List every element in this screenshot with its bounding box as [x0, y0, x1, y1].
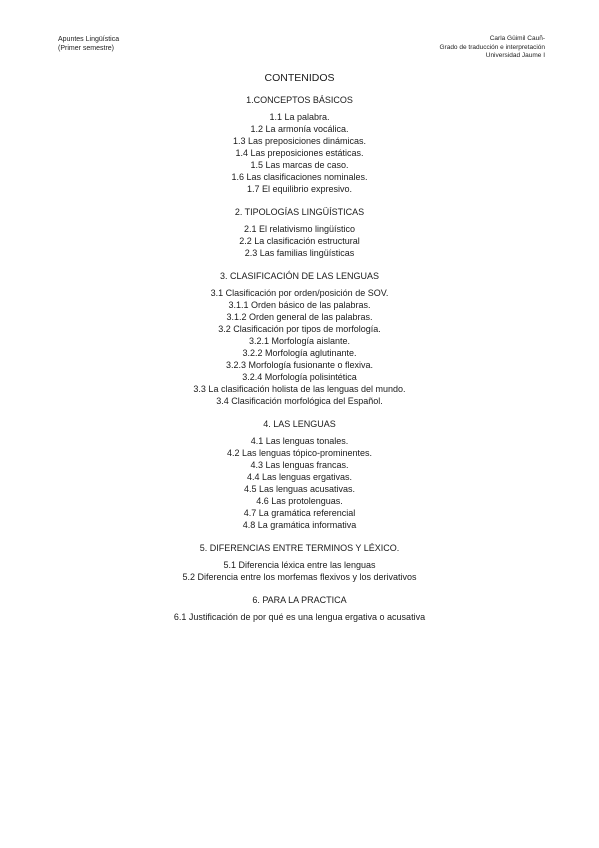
toc-item: 1.2 La armonía vocálica. [250, 124, 349, 134]
toc-item: 4.3 Las lenguas francas. [250, 460, 349, 470]
toc-item: 1.1 La palabra. [269, 112, 330, 122]
toc-item: 1.6 Las clasificaciones nominales. [231, 172, 368, 182]
toc-item: 1.5 Las marcas de caso. [250, 160, 349, 170]
section-1 [0, 94, 599, 195]
toc-item: 3.3 La clasificación holista de las lenguas del mundo. [193, 384, 406, 394]
toc-item: 4.6 Las protolenguas. [256, 496, 343, 506]
toc-item: 1.4 Las preposiciones estáticas. [235, 148, 364, 158]
toc-item: 1.3 Las preposiciones dinámicas. [232, 136, 367, 146]
section-title: 1.CONCEPTOS BÁSICOS [246, 95, 353, 105]
toc-item: 6.1 Justificación de por qué es una lengua ergativa o acusativa [173, 612, 426, 622]
toc-item: 3.2.2 Morfología aglutinante. [242, 348, 357, 358]
toc-item: 4.1 Las lenguas tonales. [250, 436, 349, 446]
toc-item: 4.5 Las lenguas acusativas. [243, 484, 356, 494]
header-left-line-1: Apuntes Lingüística [58, 36, 120, 43]
toc-item: 2.1 El relativismo lingüístico [243, 224, 356, 234]
toc-item: 3.2.4 Morfología polisintética [242, 372, 357, 382]
section-5 [0, 542, 599, 583]
toc-item: 1.7 El equilibrio expresivo. [246, 184, 353, 194]
header-right [439, 35, 545, 61]
section-title: 3. CLASIFICACIÓN DE LAS LENGUAS [219, 271, 380, 281]
toc-item: 3.1 Clasificación por orden/posición de SOV. [210, 288, 389, 298]
section-title: 5. DIFERENCIAS ENTRE TERMINOS Y LÉXICO. [199, 543, 400, 553]
section-4 [0, 418, 599, 531]
section-title: 4. LAS LENGUAS [263, 419, 336, 429]
table-of-contents [0, 71, 599, 634]
header-right-line-1: Carla Güimil Cauñ- [489, 35, 545, 42]
page-title: CONTENIDOS [264, 72, 335, 84]
section-6 [0, 594, 599, 623]
header-right-line-2: Grado de traducción e interpretación [439, 43, 545, 51]
header-left-line-2: (Primer semestre) [58, 45, 115, 52]
toc-item: 3.1.1 Orden básico de las palabras. [228, 300, 371, 310]
toc-item: 3.4 Clasificación morfológica del Español. [216, 396, 383, 406]
toc-item: 5.2 Diferencia entre los morfemas flexivos y los derivativos [182, 572, 417, 582]
toc-item: 3.1.2 Orden general de las palabras. [226, 312, 373, 322]
toc-item: 4.7 La gramática referencial [243, 508, 356, 518]
toc-item: 5.1 Diferencia léxica entre las lenguas [223, 560, 376, 570]
section-3 [0, 270, 599, 407]
section-2 [0, 206, 599, 259]
toc-item: 3.2 Clasificación por tipos de morfología. [218, 324, 381, 334]
header-right-line-3: Universidad Jaume I [485, 52, 545, 59]
section-title: 2. TIPOLOGÍAS LINGÜÍSTICAS [234, 207, 365, 217]
toc-item: 4.4 Las lenguas ergativas. [246, 472, 353, 482]
toc-item: 2.2 La clasificación estructural [239, 236, 360, 246]
section-title: 6. PARA LA PRACTICA [252, 595, 347, 605]
toc-item: 4.2 Las lenguas tópico-prominentes. [226, 448, 373, 458]
header-left [58, 35, 119, 53]
toc-item: 3.2.1 Morfología aislante. [248, 336, 351, 346]
toc-item: 3.2.3 Morfología fusionante o flexiva. [225, 360, 374, 370]
toc-item: 2.3 Las familias lingüísticas [244, 248, 355, 258]
toc-item: 4.8 La gramática informativa [242, 520, 357, 530]
